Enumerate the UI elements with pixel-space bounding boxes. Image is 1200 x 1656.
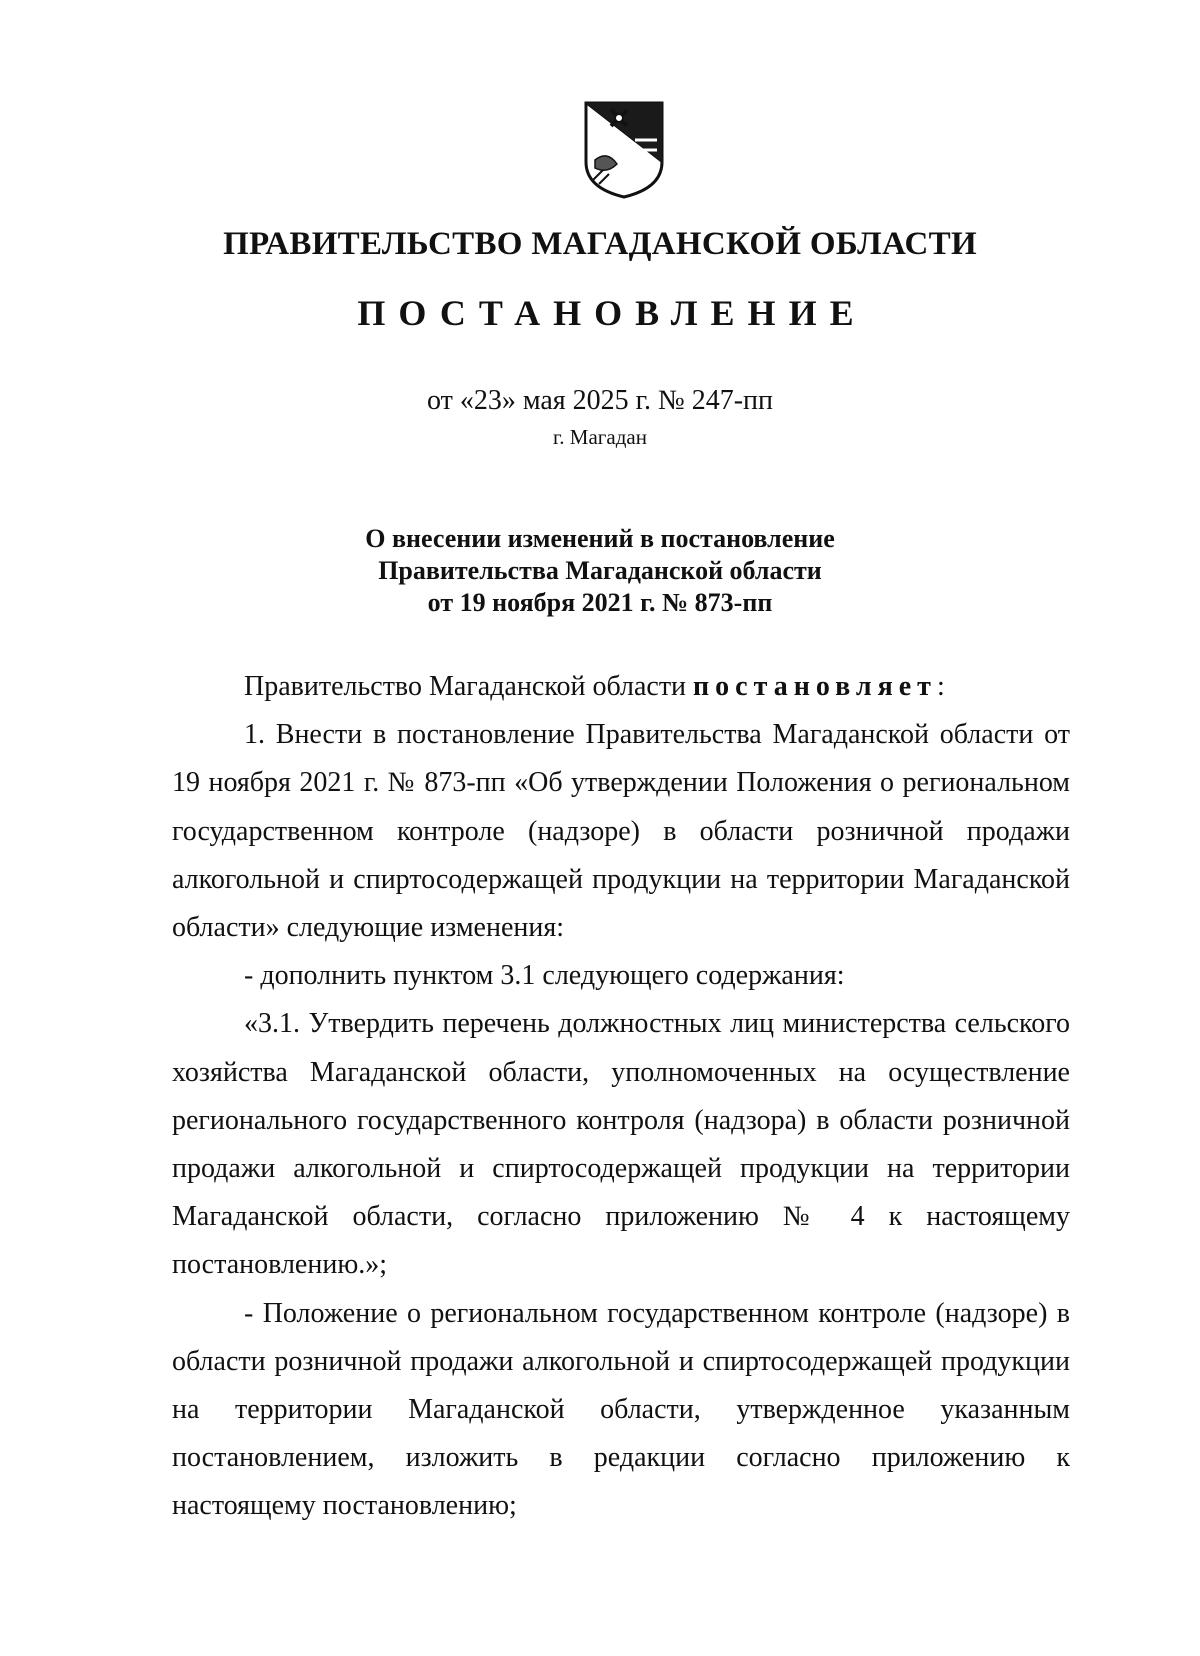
paragraph-2: - дополнить пунктом 3.1 следующего содержания: xyxy=(244,960,845,992)
document-date-number: от «23» мая 2025 г. № 247-пп xyxy=(426,385,774,416)
intro-action: постановляет xyxy=(693,671,937,702)
intro-suffix: : xyxy=(936,671,945,702)
paragraph-4: - Положение о региональном государственном контроле (надзоре) в области розничной продажи алкогольной и спиртосодержащей продукции на территории Магаданской области, утвержденное указанным постановлением, изложить в редакции согласно приложению к настоящему постановлению; xyxy=(172,1297,1070,1522)
subject-line: О внесении изменений в постановление xyxy=(365,524,835,553)
subject-line: от 19 ноября 2021 г. № 873-пп xyxy=(427,588,773,617)
document-city: г. Магадан xyxy=(553,425,647,449)
paragraph-1: 1. Внести в постановление Правительства Магаданской области от 19 ноября 2021 г. № 873-пп «Об утверждении Положения о региональном государственном контроле (надзоре) в области розничной продажи алкогольной и спиртосодержащей продукции на территории Магаданской области» следующие изменения: xyxy=(172,719,1070,944)
government-title: ПРАВИТЕЛЬСТВО МАГАДАНСКОЙ ОБЛАСТИ xyxy=(223,226,977,262)
magadan-coat-of-arms-icon xyxy=(583,100,665,200)
paragraph-3: «3.1. Утвердить перечень должностных лиц министерства сельского хозяйства Магаданской области, уполномоченных на осуществление регионального государственного контроля (надзора) в области розничной продажи алкогольной и спиртосодержащей продукции на территории Магаданской области, согласно приложению № 4 к настоящему постановлению.»; xyxy=(172,1008,1070,1281)
document-body xyxy=(172,663,1070,1531)
document-type: ПОСТАНОВЛЕНИЕ xyxy=(357,293,867,333)
intro-paragraph xyxy=(172,663,1070,711)
document-subject xyxy=(0,523,1200,619)
intro-prefix: Правительство Магаданской области xyxy=(244,671,694,702)
subject-line: Правительства Магаданской области xyxy=(378,556,822,585)
